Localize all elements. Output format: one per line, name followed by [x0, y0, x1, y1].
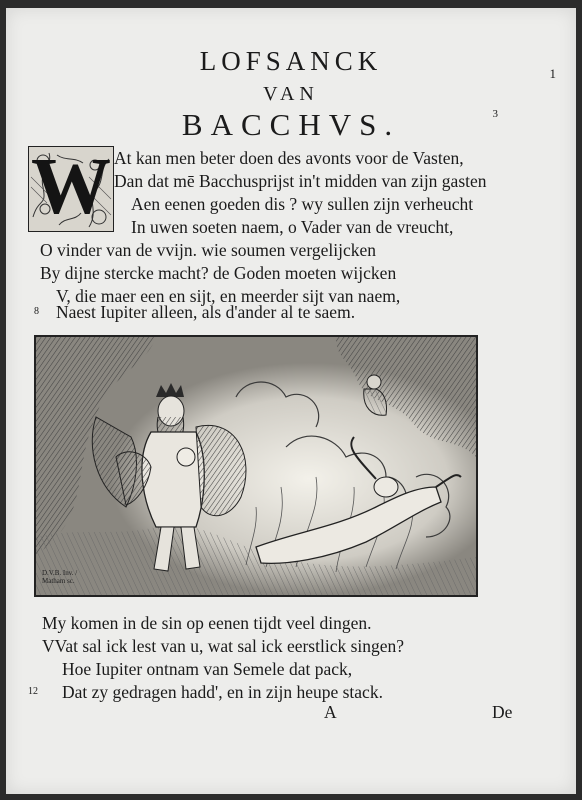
page-number: 1	[549, 66, 556, 81]
verse2-line-1: My komen in de sin op eenen tijdt veel dingen.	[42, 613, 372, 633]
drop-cap-letter: W	[31, 146, 111, 231]
verse1-line-8: Naest Iupiter alleen, als d'ander al te saem.	[56, 302, 356, 322]
engraving-illustration	[34, 335, 478, 597]
verse1-line-2: Dan dat mē Bacchusprijst in't midden van zijn gasten	[114, 171, 487, 191]
verse2-line-2: VVat sal ick lest van u, wat sal ick eerstlick singen?	[42, 636, 405, 656]
verse1-line-7: V, die maer een en sijt, en meerder sijt van naem,	[56, 286, 401, 306]
verse1-line-3: Aen eenen goeden dis ? wy sullen zijn verheucht	[131, 194, 474, 214]
engraving-signature: D.V.B. Inv. / Matham sc.	[42, 569, 78, 585]
engraving-scene-icon	[36, 337, 476, 595]
corner-mark: 3	[492, 108, 498, 120]
verse1-line-1: At kan men beter doen des avonts voor de Vasten,	[114, 148, 464, 168]
verse2-line-4: Dat zy gedragen hadd', en in zijn heupe stack.	[62, 682, 383, 702]
catchword: De	[492, 702, 513, 722]
drop-cap-initial	[28, 146, 114, 232]
title-line-3: BACCHVS.	[181, 107, 401, 142]
title-line-1: LOFSANCK	[199, 46, 383, 76]
signature-mark: A	[324, 702, 337, 722]
verse2-line-3: Hoe Iupiter ontnam van Semele dat pack,	[62, 659, 353, 679]
line-number-8: 8	[34, 306, 39, 317]
verse1-line-5: O vinder van de vvijn. wie soumen vergelijcken	[40, 240, 376, 260]
line-number-12: 12	[28, 686, 38, 697]
book-page	[6, 8, 576, 794]
verse1-line-6: By dijne stercke macht? de Goden moeten wijcken	[40, 263, 397, 283]
title-line-2: VAN	[263, 83, 319, 105]
verse1-line-4: In uwen soeten naem, o Vader van de vreucht,	[131, 217, 454, 237]
